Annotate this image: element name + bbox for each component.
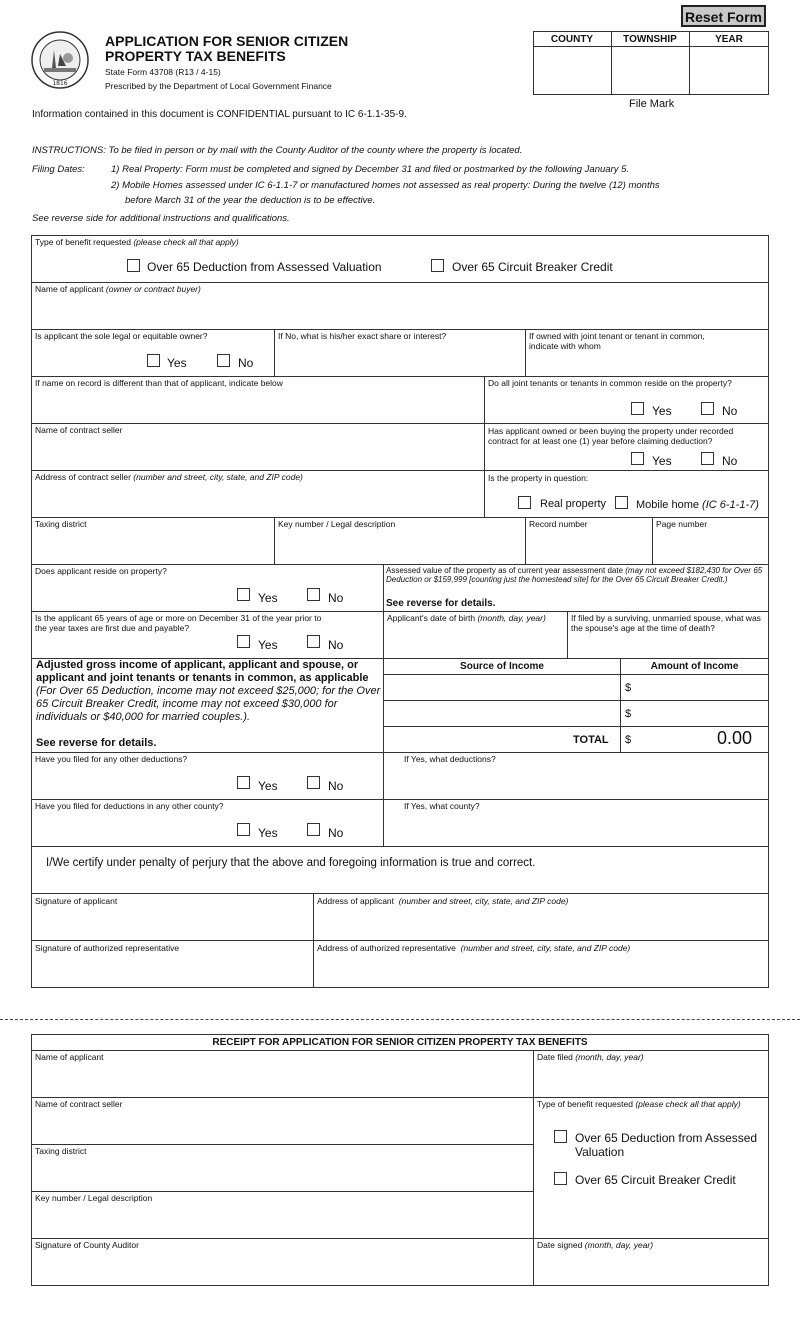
source-income-label: Source of Income (460, 661, 544, 672)
agi-see-reverse: See reverse for details. (36, 737, 157, 749)
real-property-label: Real property (540, 498, 607, 510)
rep-address-label: Address of authorized representative (number and street, city, state, and ZIP code) (317, 943, 631, 953)
other-deductions-no-label: No (328, 779, 344, 793)
receipt-date-filed-label: Date filed (month, day, year) (537, 1052, 644, 1062)
dob-label: Applicant's date of birth (month, day, year) (387, 613, 546, 623)
see-reverse-instructions: See reverse side for additional instructions and qualifications. (32, 213, 290, 224)
owned-one-year-no-checkbox[interactable] (701, 452, 714, 465)
filemark-year: YEAR (715, 34, 743, 45)
agi-text: Adjusted gross income of applicant, applicant and spouse, or applicant and joint tenants or tenants in common, as applicable (For Over 65 Deduction, income may not exceed $25,000; for the Over 65 Circuit Breaker Credit, income may not exceed $30,000 for individuals or $40,000 for married couples.). (36, 659, 381, 723)
receipt-name-field[interactable] (31, 1050, 534, 1098)
age-65-no-checkbox[interactable] (307, 635, 320, 648)
over65-deduction-checkbox[interactable] (127, 259, 140, 272)
cut-line-divider (0, 1019, 800, 1020)
other-county-yes-label: Yes (258, 826, 278, 840)
sole-owner-yes-checkbox[interactable] (147, 354, 160, 367)
filing-dates-label: Filing Dates: (32, 164, 85, 175)
state-seal-logo (30, 30, 90, 90)
income-amount-1-dollar: $ (625, 682, 632, 694)
name-different-label: If name on record is different than that of applicant, indicate below (35, 378, 283, 388)
rep-signature-label: Signature of authorized representative (35, 943, 180, 953)
receipt-over65-label: Over 65 Deduction from Assessed Valuation (575, 1131, 758, 1159)
income-source-1-field[interactable] (383, 674, 621, 701)
joint-reside-yes-label: Yes (652, 404, 672, 418)
taxing-district-label: Taxing district (35, 519, 87, 529)
sole-owner-label: Is applicant the sole legal or equitable owner? (35, 331, 208, 341)
mobile-home-checkbox[interactable] (615, 496, 628, 509)
filemark-label: File Mark (629, 98, 675, 110)
circuit-breaker-checkbox[interactable] (431, 259, 444, 272)
filemark-township: TOWNSHIP (623, 34, 677, 45)
income-amount-1-field[interactable] (620, 674, 769, 701)
owned-one-year-yes-label: Yes (652, 454, 672, 468)
reside-yes-label: Yes (258, 591, 278, 605)
svg-text:1816: 1816 (52, 80, 68, 87)
applicant-name-label: Name of applicant (owner or contract buyer) (35, 284, 201, 294)
form-title: APPLICATION FOR SENIOR CITIZEN PROPERTY TAX BENEFITS (105, 33, 349, 64)
other-county-no-checkbox[interactable] (307, 823, 320, 836)
other-county-no-label: No (328, 826, 344, 840)
receipt-name-label: Name of applicant (35, 1052, 104, 1062)
age-65-label: Is the applicant 65 years of age or more on December 31 of the year prior to the year taxes are first due and payable? (35, 613, 322, 633)
filing-item-2a: 2) Mobile Homes assessed under IC 6-1.1-7 or manufactured homes not assessed as real property: During the twelve (12) months (111, 180, 660, 191)
sole-owner-yes-label: Yes (167, 356, 187, 370)
joint-tenant-label: If owned with joint tenant or tenant in common, indicate with whom (529, 331, 705, 351)
certification-cell (31, 846, 769, 894)
other-county-yes-checkbox[interactable] (237, 823, 250, 836)
income-total-dollar: $ (625, 734, 632, 746)
filing-item-2b: before March 31 of the year the deduction is to be effective. (125, 195, 376, 206)
other-deductions-label: Have you filed for any other deductions? (35, 754, 188, 764)
key-number-label: Key number / Legal description (278, 519, 396, 529)
receipt-title: RECEIPT FOR APPLICATION FOR SENIOR CITIZEN PROPERTY TAX BENEFITS (212, 1037, 588, 1048)
what-county-label: If Yes, what county? (404, 801, 480, 811)
receipt-taxing-district-label: Taxing district (35, 1146, 87, 1156)
benefit-type-label: Type of benefit requested (please check all that apply) (35, 237, 239, 247)
confidential-notice: Information contained in this document is CONFIDENTIAL pursuant to IC 6-1.1-35-9. (32, 109, 407, 120)
over65-deduction-label: Over 65 Deduction from Assessed Valuation (147, 260, 382, 274)
age-65-no-label: No (328, 638, 344, 652)
reside-yes-checkbox[interactable] (237, 588, 250, 601)
age-65-yes-checkbox[interactable] (237, 635, 250, 648)
sole-owner-no-checkbox[interactable] (217, 354, 230, 367)
record-number-label: Record number (529, 519, 588, 529)
certification-text: I/We certify under penalty of perjury that the above and foregoing information is true and correct. (46, 857, 536, 869)
other-deductions-yes-label: Yes (258, 779, 278, 793)
owned-one-year-no-label: No (722, 454, 738, 468)
income-total-value: 0.00 (716, 728, 752, 748)
filemark-township-field[interactable] (613, 49, 687, 93)
joint-reside-yes-checkbox[interactable] (631, 402, 644, 415)
filemark-county-field[interactable] (535, 49, 609, 93)
receipt-benefit-label: Type of benefit requested (please check all that apply) (537, 1099, 741, 1109)
joint-reside-label: Do all joint tenants or tenants in common reside on the property? (488, 378, 732, 388)
age-65-yes-label: Yes (258, 638, 278, 652)
filemark-year-field[interactable] (691, 49, 767, 93)
seller-address-label: Address of contract seller (number and street, city, state, and ZIP code) (35, 472, 303, 482)
reside-no-label: No (328, 591, 344, 605)
other-county-label: Have you filed for deductions in any other county? (35, 801, 224, 811)
receipt-key-number-label: Key number / Legal description (35, 1193, 153, 1203)
receipt-benefit-cell (533, 1097, 769, 1239)
income-source-2-field[interactable] (383, 700, 621, 727)
applicant-address-label: Address of applicant (number and street, city, state, and ZIP code) (317, 896, 569, 906)
receipt-over65-checkbox[interactable] (554, 1130, 567, 1143)
circuit-breaker-label: Over 65 Circuit Breaker Credit (452, 260, 613, 274)
assessed-see-reverse: See reverse for details. (386, 598, 496, 609)
receipt-circuit-breaker-checkbox[interactable] (554, 1172, 567, 1185)
receipt-auditor-signature-label: Signature of County Auditor (35, 1240, 139, 1250)
state-form-number: State Form 43708 (R13 / 4-15) (105, 67, 221, 77)
joint-reside-no-label: No (722, 404, 738, 418)
owned-one-year-yes-checkbox[interactable] (631, 452, 644, 465)
other-deductions-no-checkbox[interactable] (307, 776, 320, 789)
assessed-value-label: Assessed value of the property as of current year assessment date (may not exceed $182,430 for Over 65 Deduction or $159,999 [counting just the homestead site] for the Over 65 Circuit Breaker Credit.) (386, 566, 763, 584)
receipt-taxing-district-field[interactable] (31, 1144, 534, 1192)
reside-no-checkbox[interactable] (307, 588, 320, 601)
reset-form-button[interactable]: Reset Form (681, 5, 766, 27)
other-deductions-yes-checkbox[interactable] (237, 776, 250, 789)
reside-label: Does applicant reside on property? (35, 566, 167, 576)
sole-owner-no-label: No (238, 356, 254, 370)
contract-seller-label: Name of contract seller (35, 425, 123, 435)
joint-reside-no-checkbox[interactable] (701, 402, 714, 415)
amount-income-label: Amount of Income (650, 661, 739, 672)
real-property-checkbox[interactable] (518, 496, 531, 509)
owned-one-year-label: Has applicant owned or been buying the property under recorded contract for at least one (1) year before claiming deduction? (488, 426, 734, 446)
property-type-label: Is the property in question: (488, 473, 589, 483)
page-number-label: Page number (656, 519, 708, 529)
receipt-date-signed-label: Date signed (month, day, year) (537, 1240, 654, 1250)
income-total-label: TOTAL (573, 734, 609, 746)
filemark-county: COUNTY (550, 34, 594, 45)
what-deductions-label: If Yes, what deductions? (404, 754, 496, 764)
income-amount-2-dollar: $ (625, 708, 632, 720)
instructions-line: INSTRUCTIONS: To be filed in person or by mail with the County Auditor of the county where the property is located. (32, 145, 523, 156)
receipt-circuit-breaker-label: Over 65 Circuit Breaker Credit (575, 1173, 736, 1187)
income-amount-2-field[interactable] (620, 700, 769, 727)
filing-item-1: 1) Real Property: Form must be completed and signed by December 31 and filed or postmarked by the following January 5. (111, 164, 630, 175)
prescribed-by: Prescribed by the Department of Local Government Finance (105, 81, 332, 91)
mobile-home-label: Mobile home (IC 6-1-1-7) (636, 499, 759, 511)
share-interest-label: If No, what is his/her exact share or interest? (278, 331, 447, 341)
spouse-age-label: If filed by a surviving, unmarried spouse, what was the spouse's age at the time of death? (571, 613, 761, 633)
receipt-seller-label: Name of contract seller (35, 1099, 123, 1109)
applicant-signature-label: Signature of applicant (35, 896, 118, 906)
